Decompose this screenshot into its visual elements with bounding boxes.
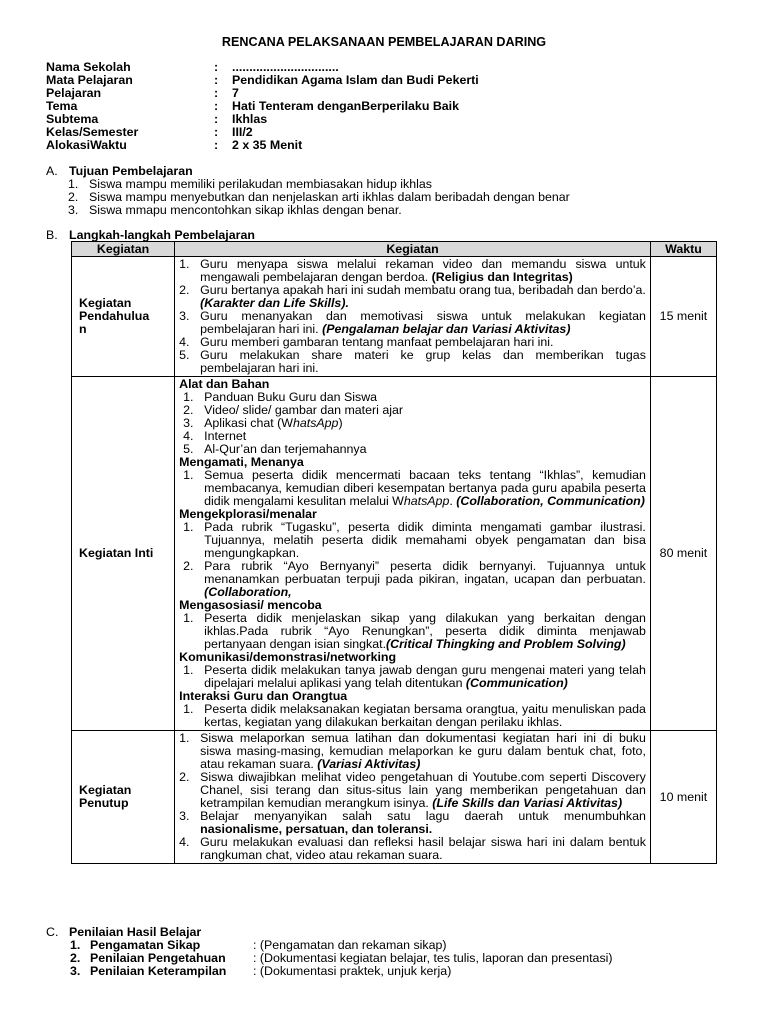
info-value: 7 (232, 86, 239, 100)
subheading: Mengekplorasi/menalar (179, 507, 317, 521)
list-item: 2. Siswa mampu menyebutkan dan nenjelaskan arti ikhlas dalam beribadah dengan benar (68, 190, 570, 204)
list-item: 1. Peserta didik menjelaskan sikap yang dilakukan yang berkaitan dengan ikhlas.Pada rubrik “Ayo Renungkan”, peserta didik diminta menjawab pertanyaan dengan isian singkat.(Critical Thingking and Problem Solving) (183, 611, 646, 651)
list-item: 1. Semua peserta didik mencermati bacaan teks tentang “Ikhlas”, kemudian membacanya, kemudian diberi kesempatan bertanya pada guru apabila peserta didik mengalami kesulitan melalui WhatsApp. (Collaboration, Communication) (183, 468, 646, 508)
list-item: 1. Guru menyapa siswa melalui rekaman video dan memandu siswa untuk mengawali pembelajaran dengan berdoa. (Religius dan Integritas) (179, 257, 646, 284)
table-row (72, 731, 717, 864)
subheading: Alat dan Bahan (179, 377, 270, 391)
list-item: 1. Peserta didik melaksanakan kegiatan bersama orangtua, yaitu menuliskan pada kertas, kegiatan yang dilakukan berkaitan dengan perilaku ikhlas. (183, 702, 646, 729)
column-header: Waktu (650, 242, 716, 257)
assessment-list (70, 939, 736, 978)
list-item: 1. Pada rubrik “Tugasku”, peserta didik diminta mengamati gambar ilustrasi. Tujuannya, melatih peserta didik memahami obyek pengamatan dan bisa mengungkapkan. (183, 520, 646, 560)
activity-table (71, 241, 717, 864)
info-value: III/2 (232, 125, 253, 139)
objective-list (68, 178, 736, 217)
list-item: 5. Al-Qur’an dan terjemahannya (183, 442, 367, 456)
section-title: Langkah-langkah Pembelajaran (69, 228, 255, 242)
list-item: 3. Siswa mmapu mencontohkan sikap ikhlas dengan benar. (68, 203, 402, 217)
list-item: 2. Para rubrik “Ayo Bernyanyi” peserta didik bernyanyi. Tujuannya untuk menanamkan perbuatan terpuji pada pikiran, ingatan, ucapan dan perbuatan.(Collaboration, (183, 559, 646, 599)
document-title: RENCANA PELAKSANAAN PEMBELAJARAN DARING (221, 35, 547, 49)
list-item: 1. Panduan Buku Guru dan Siswa (183, 390, 378, 404)
info-value: 2 x 35 Menit (232, 138, 303, 152)
list-item: 1. Siswa mampu memiliki perilakudan membiasakan hidup ikhlas (68, 177, 432, 191)
info-row: Mata Pelajaran : Pendidikan Agama Islam dan Budi Pekerti (46, 73, 479, 87)
list-item: 2. Guru bertanya apakah hari ini sudah membatu orang tua, beribadah dan berdo’a. (Karakter dan Life Skills). (179, 283, 646, 310)
subheading: Mengamati, Menanya (179, 455, 304, 469)
info-label: Subtema (46, 112, 99, 126)
list-item: 3. Aplikasi chat (WhatsApp) (183, 416, 343, 430)
info-label: Tema (46, 99, 78, 113)
list-item: 1. Peserta didik melakukan tanya jawab dengan guru mengenai materi yang telah dipelajari melalui aplikasi yang telah ditentukan (Communication) (183, 663, 646, 690)
info-row: Subtema : Ikhlas (46, 112, 268, 126)
subheading: Komunikasi/demonstrasi/networking (179, 650, 397, 664)
info-value: ............................... (232, 60, 339, 74)
info-label: Nama Sekolah (46, 60, 131, 74)
info-row: AlokasiWaktu : 2 x 35 Menit (46, 138, 303, 152)
list-item: 4. Guru memberi gambaran tentang manfaat pembelajaran hari ini. (179, 335, 554, 349)
activity-time: 80 menit (650, 377, 716, 731)
subheading: Mengasosiasi/ mencoba (179, 598, 322, 612)
info-label: AlokasiWaktu (46, 138, 127, 152)
section-title: Penilaian Hasil Belajar (69, 925, 202, 939)
column-header: Kegiatan (175, 242, 651, 257)
list-item: 2. Video/ slide/ gambar dan materi ajar (183, 403, 403, 417)
section-letter: C. (46, 925, 59, 939)
list-item: 3. Belajar menyanyikan salah satu lagu daerah untuk menumbuhkan nasionalisme, persatuan, dan toleransi. (179, 809, 646, 836)
info-value: Hati Tenteram denganBerperilaku Baik (232, 99, 459, 113)
activity-label: Kegiatan Inti (72, 377, 175, 731)
table-header-row (72, 242, 717, 257)
info-label: Kelas/Semester (46, 125, 139, 139)
list-item: 2. Penilaian Pengetahuan : (Dokumentasi kegiatan belajar, tes tulis, laporan dan presentasi) (70, 951, 613, 965)
info-row: Tema : Hati Tenteram denganBerperilaku Baik (46, 99, 459, 113)
table-row (72, 377, 717, 731)
info-value: Pendidikan Agama Islam dan Budi Pekerti (232, 73, 479, 87)
section-letter: A. (46, 164, 58, 178)
info-label: Pelajaran (46, 86, 102, 100)
list-item: 3. Guru menanyakan dan memotivasi siswa untuk melakukan kegiatan pembelajaran hari ini. (Pengalaman belajar dan Variasi Aktivitas) (179, 309, 646, 336)
list-item: 4. Guru melakukan evaluasi dan refleksi hasil belajar siswa hari ini dalam bentuk rangkuman chat, video atau rekaman suara. (179, 835, 646, 862)
activity-time: 10 menit (650, 731, 716, 864)
section-tujuan (46, 165, 736, 217)
subheading: Interaksi Guru dan Orangtua (179, 689, 348, 703)
info-row: Nama Sekolah : ............................... (46, 60, 339, 74)
list-item: 1. Siswa melaporkan semua latihan dan dokumentasi kegiatan hari ini di buku siswa masing-masing, kemudian melaporkan ke guru dalam bentuk chat, foto, atau rekaman suara. (Variasi Aktivitas) (179, 731, 646, 771)
identity-block (46, 61, 686, 152)
info-row: Pelajaran : 7 (46, 86, 239, 100)
list-item: 5. Guru melakukan share materi ke grup kelas dan memberikan tugas pembelajaran hari ini. (179, 348, 646, 375)
info-value: Ikhlas (232, 112, 268, 126)
activity-steps (175, 731, 651, 864)
activity-steps (175, 377, 651, 731)
list-item: 3. Penilaian Keterampilan : (Dokumentasi praktek, unjuk kerja) (70, 964, 452, 978)
activity-label: Kegiatan Penutup (72, 731, 175, 864)
column-header: Kegiatan (72, 242, 175, 257)
info-row: Kelas/Semester : III/2 (46, 125, 253, 139)
table-row (72, 257, 717, 377)
list-item: 1. Pengamatan Sikap : (Pengamatan dan rekaman sikap) (70, 938, 447, 952)
section-title: Tujuan Pembelajaran (69, 164, 193, 178)
section-penilaian (46, 926, 736, 978)
list-item: 4. Internet (183, 429, 247, 443)
section-letter: B. (46, 228, 58, 242)
activity-steps (175, 257, 651, 377)
activity-time: 15 menit (650, 257, 716, 377)
info-label: Mata Pelajaran (46, 73, 133, 87)
list-item: 2. Siswa diwajibkan melihat video pengetahuan di Youtube.com seperti Discovery Chanel, sisi terang dan situs-situs lain yang memberikan pengetahuan dan ketrampilan kemudian merangkum isinya. (Life Skills dan Variasi Aktivitas) (179, 770, 646, 810)
activity-label: Kegiatan Pendahulua n (72, 257, 175, 377)
